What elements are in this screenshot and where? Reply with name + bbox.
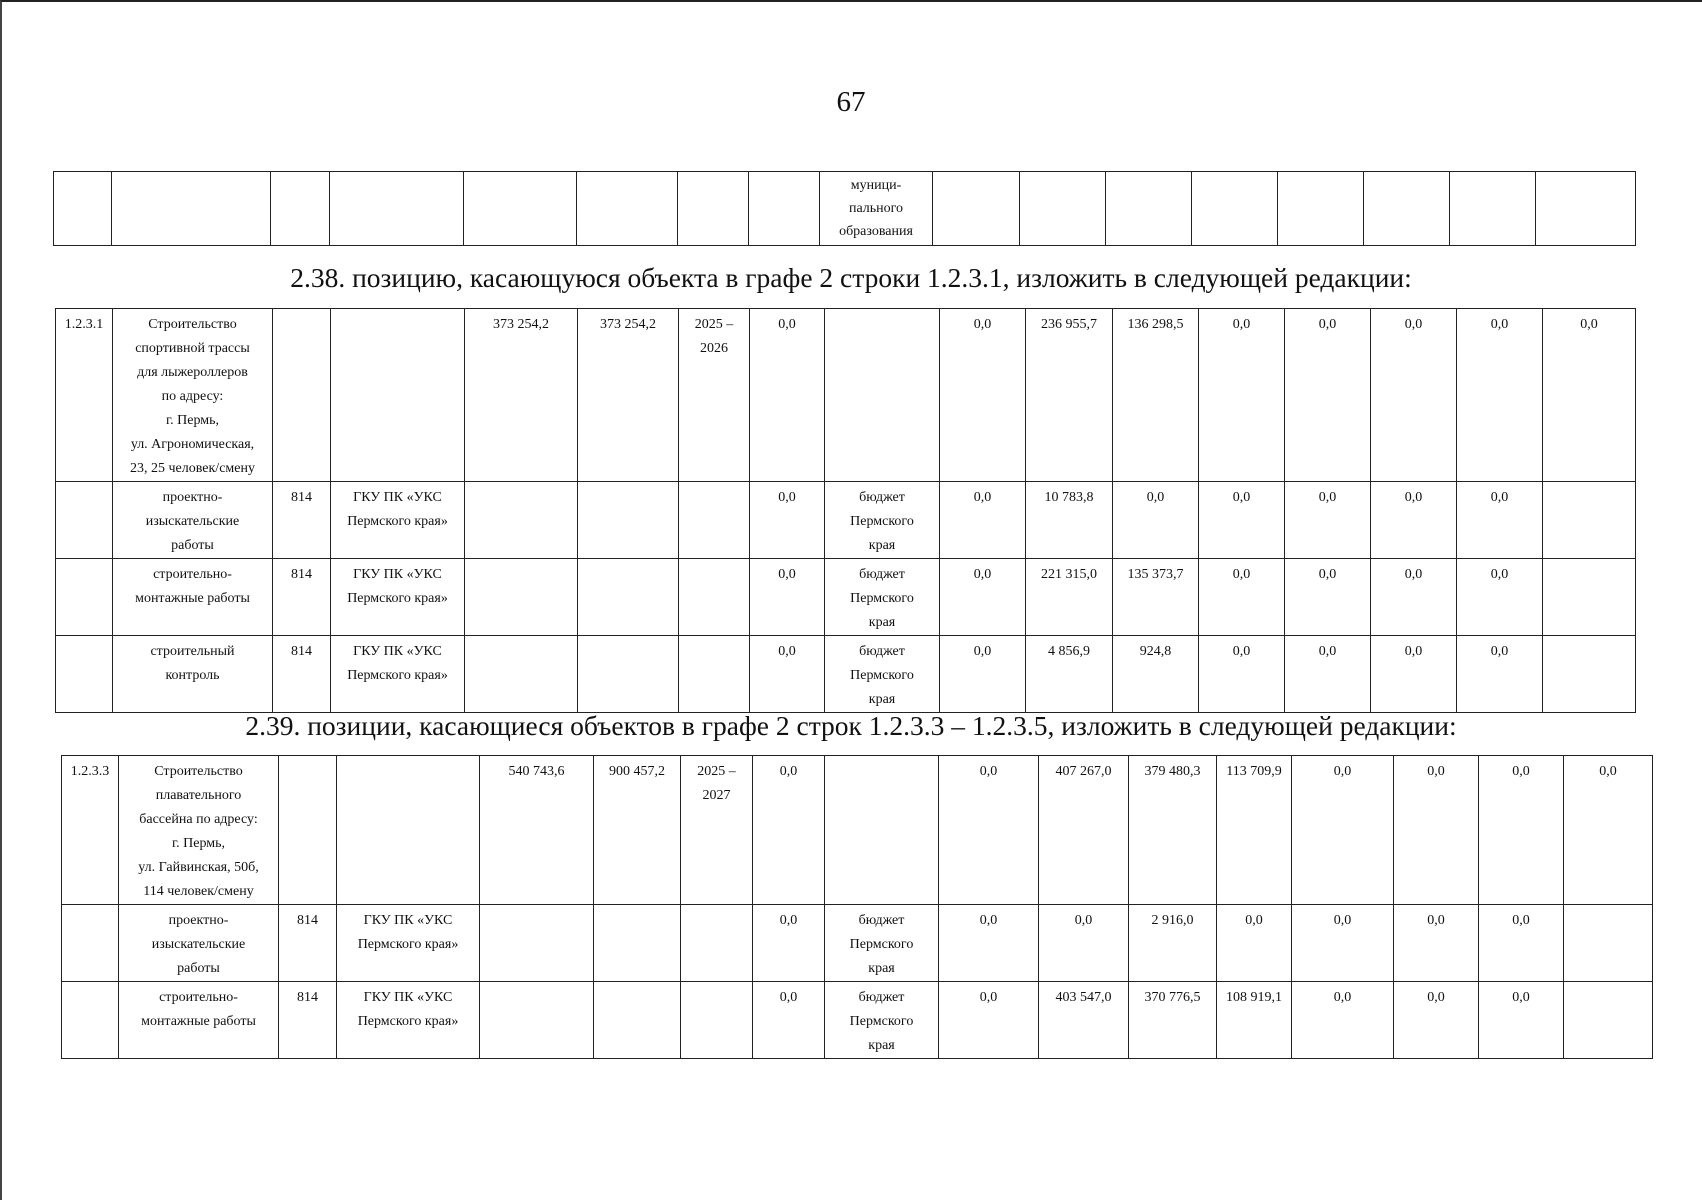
organization-cell	[337, 756, 480, 905]
value-cell: 0,0	[1217, 905, 1292, 982]
work-row	[56, 636, 1636, 713]
value-cell: 0,0	[1285, 559, 1371, 636]
cost-estimate	[465, 482, 578, 559]
row-code: 1.2.3.1	[56, 309, 113, 482]
value-cell: 0,0	[1371, 636, 1457, 713]
value-cell: 0,0	[1564, 756, 1653, 905]
row-code	[62, 905, 119, 982]
value-cell: 0,0	[1292, 982, 1394, 1059]
funding-source: бюджет Пермского края	[825, 982, 939, 1059]
cost-remaining	[594, 905, 681, 982]
grbs-cell	[273, 309, 331, 482]
value-cell: 0,0	[939, 756, 1039, 905]
organization-name: ГКУ ПК «УКС Пермского края»	[331, 482, 465, 559]
work-row	[56, 482, 1636, 559]
value-cell: 379 480,3	[1129, 756, 1217, 905]
cost-estimate	[480, 905, 594, 982]
cell	[1020, 172, 1106, 246]
cell	[678, 172, 749, 246]
value-cell: 0,0	[940, 559, 1026, 636]
value-cell: 0,0	[1371, 482, 1457, 559]
work-row	[62, 905, 1653, 982]
table-238	[55, 308, 1636, 713]
value-cell: 0,0	[1543, 309, 1636, 482]
section-239-heading: 2.39. позиции, касающиеся объектов в графе 2 строк 1.2.3.3 – 1.2.3.5, изложить в следующей редакции:	[245, 710, 1457, 741]
value-cell: 10 783,8	[1026, 482, 1113, 559]
cost-estimate	[465, 636, 578, 713]
value-cell	[1543, 559, 1636, 636]
cell	[464, 172, 577, 246]
value-cell: 0,0	[940, 309, 1026, 482]
value-cell: 0,0	[1113, 482, 1199, 559]
value-cell: 0,0	[1457, 559, 1543, 636]
value-cell: 0,0	[1285, 636, 1371, 713]
value-cell: 0,0	[1199, 482, 1285, 559]
value-cell: 403 547,0	[1039, 982, 1129, 1059]
value-cell: 236 955,7	[1026, 309, 1113, 482]
value-cell: 0,0	[1199, 636, 1285, 713]
value-cell: 0,0	[750, 482, 825, 559]
work-name: проектно- изыскательские работы	[119, 905, 279, 982]
value-cell: 0,0	[1292, 756, 1394, 905]
value-cell: 2 916,0	[1129, 905, 1217, 982]
value-cell: 407 267,0	[1039, 756, 1129, 905]
work-name: строительный контроль	[113, 636, 273, 713]
cost-remaining: 900 457,2	[594, 756, 681, 905]
cell	[1192, 172, 1278, 246]
organization-name: ГКУ ПК «УКС Пермского края»	[331, 559, 465, 636]
work-row	[56, 559, 1636, 636]
funding-source: бюджет Пермского края	[825, 482, 940, 559]
funding-source: бюджет Пермского края	[825, 559, 940, 636]
cost-estimate	[480, 982, 594, 1059]
cost-remaining: 373 254,2	[578, 309, 679, 482]
organization-name: ГКУ ПК «УКС Пермского края»	[337, 905, 480, 982]
implementation-period	[679, 636, 750, 713]
value-cell: 0,0	[1394, 982, 1479, 1059]
value-cell: 0,0	[1371, 309, 1457, 482]
cost-remaining	[578, 559, 679, 636]
implementation-period	[681, 905, 753, 982]
section-238-heading: 2.38. позицию, касающуюся объекта в графе 2 строки 1.2.3.1, изложить в следующей редакции:	[290, 262, 1412, 293]
grbs-code: 814	[279, 905, 337, 982]
cell	[112, 172, 271, 246]
value-cell: 0,0	[750, 309, 825, 482]
object-row	[62, 756, 1653, 905]
row-code: 1.2.3.3	[62, 756, 119, 905]
funding-source: бюджет Пермского края	[825, 905, 939, 982]
implementation-period: 2025 – 2027	[681, 756, 753, 905]
work-name: строительно- монтажные работы	[113, 559, 273, 636]
funding-source: бюджет Пермского края	[825, 636, 940, 713]
page-number: 67	[836, 86, 866, 118]
cell	[330, 172, 464, 246]
continuation-table	[53, 171, 1636, 246]
value-cell: 0,0	[1285, 482, 1371, 559]
row-code	[56, 636, 113, 713]
object-name: Строительство плавательного бассейна по адресу: г. Пермь, ул. Гайвинская, 50б, 114 человек/смену	[119, 756, 279, 905]
value-cell: 0,0	[1292, 905, 1394, 982]
cost-estimate	[465, 559, 578, 636]
value-cell	[1543, 636, 1636, 713]
grbs-code: 814	[273, 482, 331, 559]
object-name: Строительство спортивной трассы для лыжероллеров по адресу: г. Пермь, ул. Агрономическая, 23, 25 человек/смену	[113, 309, 273, 482]
value-cell	[1564, 982, 1653, 1059]
work-row	[62, 982, 1653, 1059]
value-cell: 0,0	[750, 559, 825, 636]
value-cell: 0,0	[750, 636, 825, 713]
value-cell: 113 709,9	[1217, 756, 1292, 905]
value-cell: 924,8	[1113, 636, 1199, 713]
value-cell: 0,0	[753, 905, 825, 982]
cost-remaining	[578, 636, 679, 713]
value-cell: 0,0	[1457, 636, 1543, 713]
organization-cell	[331, 309, 465, 482]
cell	[577, 172, 678, 246]
value-cell: 0,0	[1394, 905, 1479, 982]
value-cell: 0,0	[753, 756, 825, 905]
value-cell: 0,0	[1479, 756, 1564, 905]
value-cell: 136 298,5	[1113, 309, 1199, 482]
implementation-period: 2025 – 2026	[679, 309, 750, 482]
grbs-code: 814	[279, 982, 337, 1059]
value-cell: 0,0	[940, 482, 1026, 559]
grbs-cell	[279, 756, 337, 905]
organization-name: ГКУ ПК «УКС Пермского края»	[337, 982, 480, 1059]
row-code	[56, 482, 113, 559]
value-cell: 0,0	[1479, 982, 1564, 1059]
cost-estimate: 540 743,6	[480, 756, 594, 905]
cost-remaining	[578, 482, 679, 559]
grbs-code: 814	[273, 636, 331, 713]
cost-estimate: 373 254,2	[465, 309, 578, 482]
value-cell: 0,0	[753, 982, 825, 1059]
value-cell: 370 776,5	[1129, 982, 1217, 1059]
value-cell: 0,0	[1457, 482, 1543, 559]
cell	[1536, 172, 1636, 246]
value-cell: 0,0	[1457, 309, 1543, 482]
cell	[271, 172, 330, 246]
cell	[1106, 172, 1192, 246]
value-cell	[1543, 482, 1636, 559]
value-cell: 0,0	[1199, 309, 1285, 482]
work-name: проектно- изыскательские работы	[113, 482, 273, 559]
value-cell: 0,0	[939, 982, 1039, 1059]
work-name: строительно- монтажные работы	[119, 982, 279, 1059]
value-cell: 0,0	[1285, 309, 1371, 482]
grbs-code: 814	[273, 559, 331, 636]
funding-source-cell	[825, 756, 939, 905]
implementation-period	[679, 482, 750, 559]
value-cell: 0,0	[1199, 559, 1285, 636]
funding-source-cell: муници- пального образования	[820, 172, 933, 246]
row-code	[62, 982, 119, 1059]
implementation-period	[679, 559, 750, 636]
value-cell: 0,0	[1479, 905, 1564, 982]
cell	[1450, 172, 1536, 246]
value-cell	[1564, 905, 1653, 982]
cost-remaining	[594, 982, 681, 1059]
value-cell: 4 856,9	[1026, 636, 1113, 713]
value-cell: 0,0	[1371, 559, 1457, 636]
value-cell: 0,0	[1039, 905, 1129, 982]
value-cell: 0,0	[940, 636, 1026, 713]
cell	[749, 172, 820, 246]
object-row	[56, 309, 1636, 482]
cell	[933, 172, 1020, 246]
funding-source-cell	[825, 309, 940, 482]
value-cell: 221 315,0	[1026, 559, 1113, 636]
value-cell: 108 919,1	[1217, 982, 1292, 1059]
value-cell: 0,0	[939, 905, 1039, 982]
value-cell: 135 373,7	[1113, 559, 1199, 636]
continuation-row	[54, 172, 1636, 246]
cell	[1278, 172, 1364, 246]
organization-name: ГКУ ПК «УКС Пермского края»	[331, 636, 465, 713]
table-239	[61, 755, 1653, 1059]
implementation-period	[681, 982, 753, 1059]
value-cell: 0,0	[1394, 756, 1479, 905]
cell	[54, 172, 112, 246]
row-code	[56, 559, 113, 636]
cell	[1364, 172, 1450, 246]
